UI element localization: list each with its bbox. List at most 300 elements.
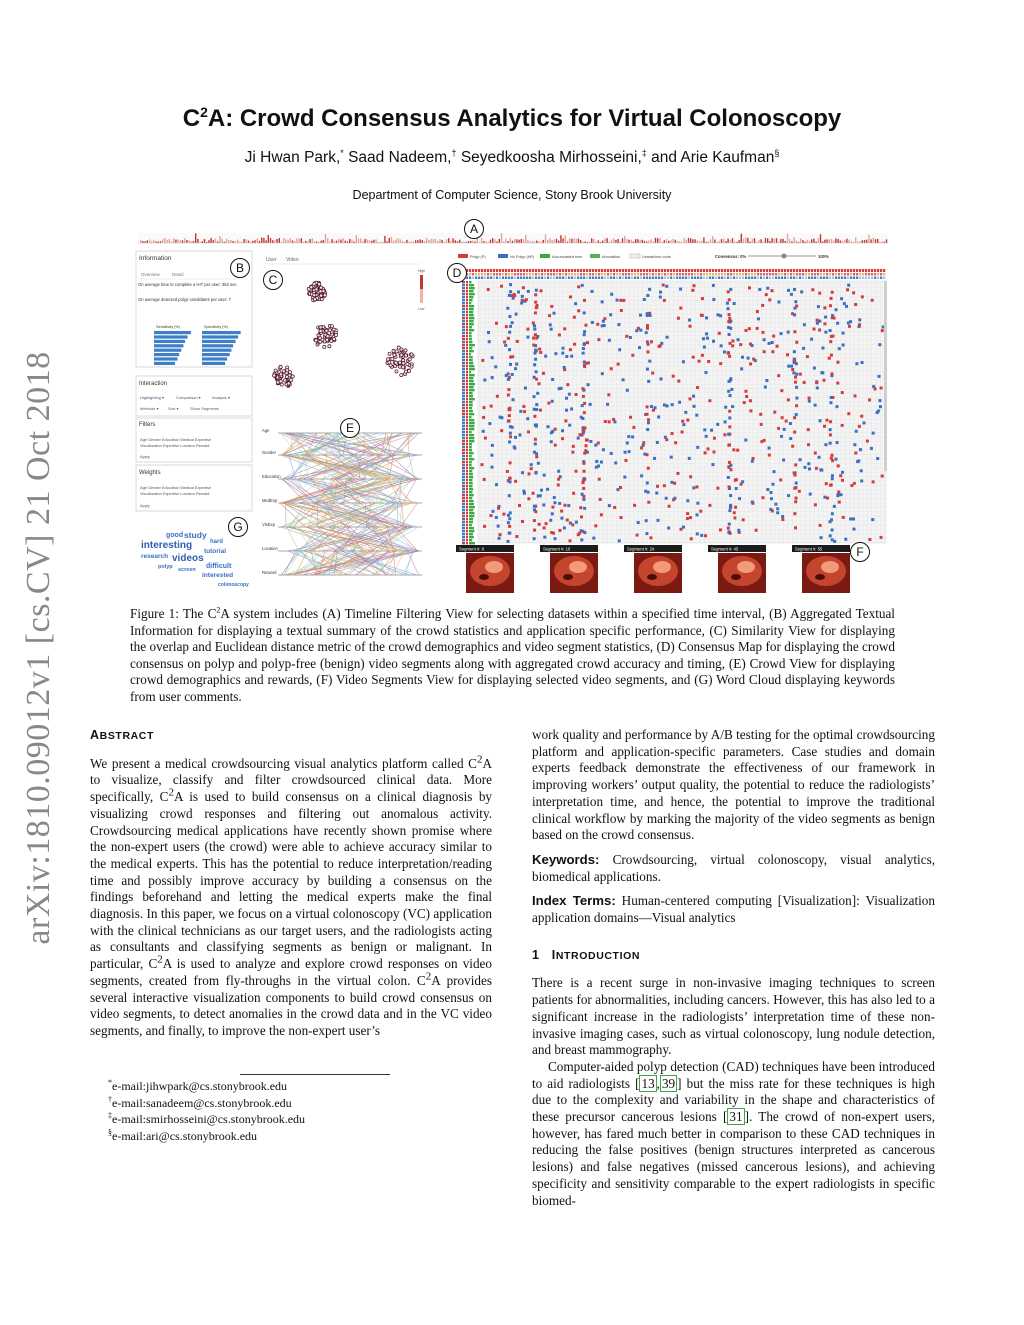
timeline-bar [197, 239, 198, 243]
map-header-cell [715, 277, 717, 280]
map-header-cell [487, 277, 489, 280]
no-polyp-cell [586, 451, 589, 454]
map-row-marker [466, 458, 468, 460]
timeline-bar [279, 238, 280, 243]
cloud-word: interested [202, 572, 234, 579]
analysis-button[interactable]: Analysis ▾ [212, 395, 231, 400]
no-polyp-cell [830, 396, 833, 399]
map-row-marker [466, 320, 468, 322]
no-polyp-cell [757, 317, 760, 320]
no-polyp-cell [793, 350, 796, 353]
no-polyp-cell [560, 517, 563, 520]
timeline-bar [290, 238, 291, 243]
polyp-cell [532, 337, 535, 340]
video-segments-view[interactable] [456, 545, 850, 593]
map-row-marker [466, 515, 468, 517]
map-row-marker [466, 281, 468, 283]
timeline-bar [868, 235, 869, 243]
map-header-cell [481, 277, 483, 280]
map-row-time [469, 359, 473, 361]
map-row-marker [466, 437, 468, 439]
polyp-cell [543, 526, 546, 529]
sort-button[interactable]: Sort ▾ [168, 406, 179, 411]
no-polyp-cell [535, 403, 538, 406]
map-row-marker [462, 449, 465, 451]
polyp-cell [828, 357, 831, 360]
weights-apply-button[interactable]: Apply [140, 503, 150, 508]
weight-options-row1[interactable]: Age Gender Education Medical Expertise [140, 485, 212, 490]
polyp-cell [507, 394, 510, 397]
polyp-cell [646, 327, 649, 330]
map-header-cell [838, 273, 840, 276]
timeline-bar [886, 239, 887, 243]
map-row-marker [466, 497, 468, 499]
no-polyp-cell [553, 312, 556, 315]
no-polyp-cell [665, 497, 668, 500]
no-polyp-cell [561, 429, 564, 432]
timeline-bar [829, 239, 830, 243]
timeline-bar [147, 240, 148, 243]
no-polyp-cell [511, 321, 514, 324]
map-row-time [469, 539, 472, 541]
no-polyp-cell [876, 457, 879, 460]
polyp-cell [484, 437, 487, 440]
map-row-marker [466, 431, 468, 433]
polyp-cell [728, 461, 731, 464]
timeline-bar [754, 238, 755, 243]
polyp-cell [563, 327, 566, 330]
timeline-bar [164, 238, 165, 243]
similarity-view[interactable] [258, 251, 425, 423]
map-header-cell [667, 277, 669, 280]
highlighting-button[interactable]: Highlighting ▾ [140, 395, 165, 400]
map-header-cell [709, 269, 711, 272]
user-node [393, 353, 396, 356]
segment-label: Segment #: 24 [627, 546, 655, 552]
map-header-cell [574, 277, 576, 280]
citation-link[interactable]: 31 [729, 1109, 743, 1125]
info-title: Information [139, 255, 172, 262]
polyp-cell [731, 344, 734, 347]
map-header-cell [472, 273, 474, 276]
no-polyp-cell [533, 505, 536, 508]
no-polyp-cell [488, 422, 491, 425]
map-row-marker [462, 347, 465, 349]
map-header-cell [775, 277, 777, 280]
no-polyp-cell [650, 405, 653, 408]
figure-panel-letter: E [345, 421, 355, 435]
polyp-cell [813, 328, 816, 331]
map-header-cell [601, 269, 603, 272]
timeline-bar [565, 236, 566, 243]
map-header-cell [847, 277, 849, 280]
no-polyp-cell [702, 337, 705, 340]
right-column [532, 727, 935, 1209]
consensus-map[interactable] [452, 251, 892, 544]
polyp-cell [829, 420, 832, 423]
no-polyp-cell [542, 503, 545, 506]
polyp-cell [819, 524, 822, 527]
timeline-bar [554, 239, 555, 243]
timeline-bar [389, 238, 390, 243]
filters-apply-button[interactable]: Apply [140, 454, 150, 459]
no-polyp-cell [727, 433, 730, 436]
map-header-cell [646, 273, 648, 276]
polyp-cell [631, 354, 634, 357]
timeline-bar [655, 238, 656, 243]
map-header-cell [505, 277, 507, 280]
map-row-marker [462, 383, 465, 385]
no-polyp-cell [684, 411, 687, 414]
no-polyp-cell [546, 488, 549, 491]
polyp-cell [552, 532, 555, 535]
map-header-cell [814, 273, 816, 276]
no-polyp-cell [537, 462, 540, 465]
map-header-cell [700, 269, 702, 272]
no-polyp-cell [737, 338, 740, 341]
timeline-bar [270, 238, 271, 243]
info-tab-detail[interactable]: Detail [172, 272, 184, 277]
map-header-cell [646, 277, 648, 280]
no-polyp-cell [495, 516, 498, 519]
map-header-cell [475, 277, 477, 280]
polyp-cell [649, 536, 652, 539]
polyp-cell [583, 411, 586, 414]
map-header-cell [478, 269, 480, 272]
polyp-cell [538, 523, 541, 526]
timeline-bar [356, 235, 357, 243]
no-polyp-cell [820, 536, 823, 539]
polyp-cell [503, 340, 506, 343]
timeline-bar [518, 240, 519, 243]
map-row-marker [466, 335, 468, 337]
map-header-cell [469, 277, 471, 280]
map-row-marker [462, 305, 465, 307]
map-header-cell [469, 273, 471, 276]
timeline-bar [648, 240, 649, 243]
polyp-cell [701, 297, 704, 300]
sensitivity-bar [154, 362, 175, 365]
no-polyp-cell [852, 517, 855, 520]
user-node [319, 290, 322, 293]
map-row-marker [466, 368, 468, 370]
no-polyp-cell [768, 447, 771, 450]
map-header-cell [775, 269, 777, 272]
polyp-cell [695, 485, 698, 488]
map-header-cell [664, 269, 666, 272]
map-header-cell [817, 273, 819, 276]
map-row-time [469, 347, 472, 349]
map-header-cell [739, 277, 741, 280]
map-header-cell [670, 273, 672, 276]
timeline-bar [842, 241, 843, 243]
map-row-time [469, 335, 472, 337]
no-polyp-cell [824, 316, 827, 319]
polyp-cell [647, 343, 650, 346]
map-header-cell [757, 273, 759, 276]
polyp-cell [701, 314, 704, 317]
no-polyp-cell [878, 375, 881, 378]
map-row-marker [466, 455, 468, 457]
user-node [291, 375, 294, 378]
map-header-cell [550, 277, 552, 280]
no-polyp-cell [835, 308, 838, 311]
map-header-cell [778, 269, 780, 272]
no-polyp-cell [530, 463, 533, 466]
cloud-word: tutorial [204, 548, 227, 555]
map-header-cell [760, 277, 762, 280]
no-polyp-cell [565, 355, 568, 358]
no-polyp-cell [872, 432, 875, 435]
map-row-marker [466, 338, 468, 340]
user-node [285, 375, 288, 378]
map-header-cell [613, 277, 615, 280]
map-header-cell [811, 269, 813, 272]
map-header-cell [547, 273, 549, 276]
map-header-cell [466, 277, 468, 280]
cloud-word: polyp [158, 564, 173, 570]
map-row-marker [466, 491, 468, 493]
polyp-cell [583, 470, 586, 473]
map-header-cell [604, 277, 606, 280]
no-polyp-cell [515, 313, 518, 316]
polyp-cell [625, 335, 628, 338]
specificity-label: Specificity (%) [204, 325, 229, 329]
no-polyp-cell [524, 387, 527, 390]
map-header-cell [619, 277, 621, 280]
no-polyp-cell [696, 446, 699, 449]
map-header-cell [493, 277, 495, 280]
polyp-cell [728, 355, 731, 358]
filter-options-row2[interactable]: Visualization Expertise Location Reward [140, 443, 210, 448]
no-polyp-cell [703, 428, 706, 431]
colon-lumen [563, 574, 573, 580]
no-polyp-cell [729, 394, 732, 397]
polyp-cell [542, 372, 545, 375]
polyp-cell [761, 331, 764, 334]
weight-options-row2[interactable]: Visualization Expertise Location Reward [140, 491, 210, 496]
user-node [395, 370, 398, 373]
no-polyp-cell [764, 385, 767, 388]
map-header-cell [826, 269, 828, 272]
comparison-button[interactable]: Comparison ▾ [176, 395, 201, 400]
map-row-marker [462, 491, 465, 493]
citation-link[interactable]: 13 [641, 1075, 655, 1091]
timeline-bar [774, 239, 775, 243]
timeline-bar [558, 241, 559, 243]
map-scrollbar[interactable] [884, 281, 887, 471]
no-polyp-cell [659, 296, 662, 299]
no-polyp-cell [763, 338, 766, 341]
map-header-cell [739, 269, 741, 272]
polyp-cell [795, 341, 798, 344]
timeline-bar [617, 239, 618, 243]
no-polyp-cell [777, 301, 780, 304]
info-tab-overview[interactable]: Overview [141, 272, 160, 277]
map-header-cell [841, 269, 843, 272]
polyp-cell [739, 343, 742, 346]
timeline-bar [448, 238, 449, 243]
map-row-time [469, 530, 474, 532]
timeline-bar [697, 241, 698, 243]
map-header-cell [730, 277, 732, 280]
polyp-cell [534, 301, 537, 304]
polyp-cell [791, 368, 794, 371]
user-node [319, 329, 322, 332]
no-polyp-cell [535, 289, 538, 292]
map-header-cell [598, 273, 600, 276]
timeline-bar [162, 239, 163, 243]
no-polyp-cell [696, 532, 699, 535]
polyp-cell [533, 529, 536, 532]
no-polyp-cell [495, 483, 498, 486]
polyp-cell [755, 529, 758, 532]
timeline-bar [787, 234, 788, 243]
map-row-marker [466, 509, 468, 511]
no-polyp-cell [508, 494, 511, 497]
map-header-cell [484, 277, 486, 280]
cloud-word: videos [172, 553, 204, 564]
map-header-cell [790, 269, 792, 272]
user-node [279, 373, 282, 376]
no-polyp-cell [507, 378, 510, 381]
timeline-bar [593, 239, 594, 243]
methods-button[interactable]: Methods ▾ [140, 406, 159, 411]
no-polyp-cell [729, 327, 732, 330]
map-row-marker [462, 533, 465, 535]
filter-options-row1[interactable]: Age Gender Education Medical Expertise [140, 437, 212, 442]
map-row-marker [462, 515, 465, 517]
polyp-cell [799, 373, 802, 376]
tab-video[interactable]: Video [286, 257, 299, 263]
timeline-bar [204, 239, 205, 243]
no-polyp-cell [877, 410, 880, 413]
consensus-value: Consensus: 0% [715, 254, 747, 259]
timeline-bar [248, 241, 249, 243]
tab-user[interactable]: User [266, 257, 277, 263]
no-polyp-cell [829, 329, 832, 332]
crowd-view[interactable] [260, 427, 424, 591]
timeline-bar [219, 236, 220, 243]
polyp-cell [677, 317, 680, 320]
timeline-bar [481, 238, 482, 243]
polyp-cell [749, 362, 752, 365]
legend-low: Low [418, 307, 425, 311]
map-row-marker [462, 407, 465, 409]
polyp-cell [777, 374, 780, 377]
no-polyp-cell [790, 365, 793, 368]
map-header-cell [511, 277, 513, 280]
map-row-time [469, 464, 472, 466]
no-polyp-cell [820, 469, 823, 472]
no-polyp-cell [608, 504, 611, 507]
polyp-cell [861, 295, 864, 298]
no-polyp-cell [659, 377, 662, 380]
map-row-time [469, 509, 473, 511]
map-row-marker [462, 467, 465, 469]
no-polyp-cell [622, 378, 625, 381]
polyp-cell [839, 474, 842, 477]
map-header-cell [577, 277, 579, 280]
map-row-time [469, 413, 474, 415]
polyp-cell [728, 443, 731, 446]
polyp-cell [829, 304, 832, 307]
no-polyp-cell [550, 440, 553, 443]
user-node [400, 373, 403, 376]
no-polyp-cell [688, 457, 691, 460]
user-node [319, 326, 322, 329]
no-polyp-cell [602, 448, 605, 451]
no-polyp-cell [657, 519, 660, 522]
consensus-slider-handle[interactable] [782, 254, 787, 259]
timeline-bar [523, 239, 524, 243]
map-row-marker [466, 305, 468, 307]
timeline-bar [237, 240, 238, 243]
map-header-cell [520, 269, 522, 272]
timeline-bar [430, 239, 431, 243]
map-header-cell [739, 273, 741, 276]
user-node [394, 361, 397, 364]
map-row-marker [466, 353, 468, 355]
no-polyp-cell [543, 536, 546, 539]
polyp-cell [612, 418, 615, 421]
no-polyp-cell [508, 440, 511, 443]
map-header-cell [745, 269, 747, 272]
polyp-cell [607, 393, 610, 396]
polyp-cell [731, 339, 734, 342]
polyp-cell [866, 440, 869, 443]
map-header-cell [529, 277, 531, 280]
timeline-bar [576, 239, 577, 243]
map-header-cell [595, 277, 597, 280]
citation-link[interactable]: 39 [661, 1075, 676, 1091]
polyp-cell [527, 430, 530, 433]
map-header-cell [640, 273, 642, 276]
polyp-cell [689, 475, 692, 478]
timeline-bar [837, 239, 838, 243]
map-header-cell [721, 273, 723, 276]
polyp-cell [502, 513, 505, 516]
no-polyp-cell [716, 423, 719, 426]
map-row-time [469, 299, 473, 301]
map-row-marker [462, 509, 465, 511]
user-node [400, 353, 403, 356]
map-row-marker [466, 383, 468, 385]
map-header-cell [754, 277, 756, 280]
user-node [287, 382, 290, 385]
footnote: †e-mail:sanadeem@cs.stonybrook.edu [108, 1094, 292, 1110]
polyp-cell [568, 539, 571, 542]
sensitivity-bar [154, 353, 179, 356]
no-polyp-cell [727, 307, 730, 310]
timeline-filtering-view[interactable] [138, 233, 888, 243]
polyp-cell [779, 478, 782, 481]
show-segments-button[interactable]: Show Segments [190, 406, 220, 411]
map-header-cell [808, 277, 810, 280]
timeline-bar [789, 239, 790, 243]
no-polyp-cell [855, 362, 858, 365]
no-polyp-cell [768, 342, 771, 345]
no-polyp-cell [553, 496, 556, 499]
timeline-bar [349, 239, 350, 243]
map-header-cell [571, 269, 573, 272]
user-node [273, 374, 276, 377]
no-polyp-cell [506, 307, 509, 310]
polyp-cell [677, 380, 680, 383]
polyp-cell [514, 480, 517, 483]
no-polyp-cell [534, 472, 537, 475]
timeline-bar [668, 241, 669, 243]
